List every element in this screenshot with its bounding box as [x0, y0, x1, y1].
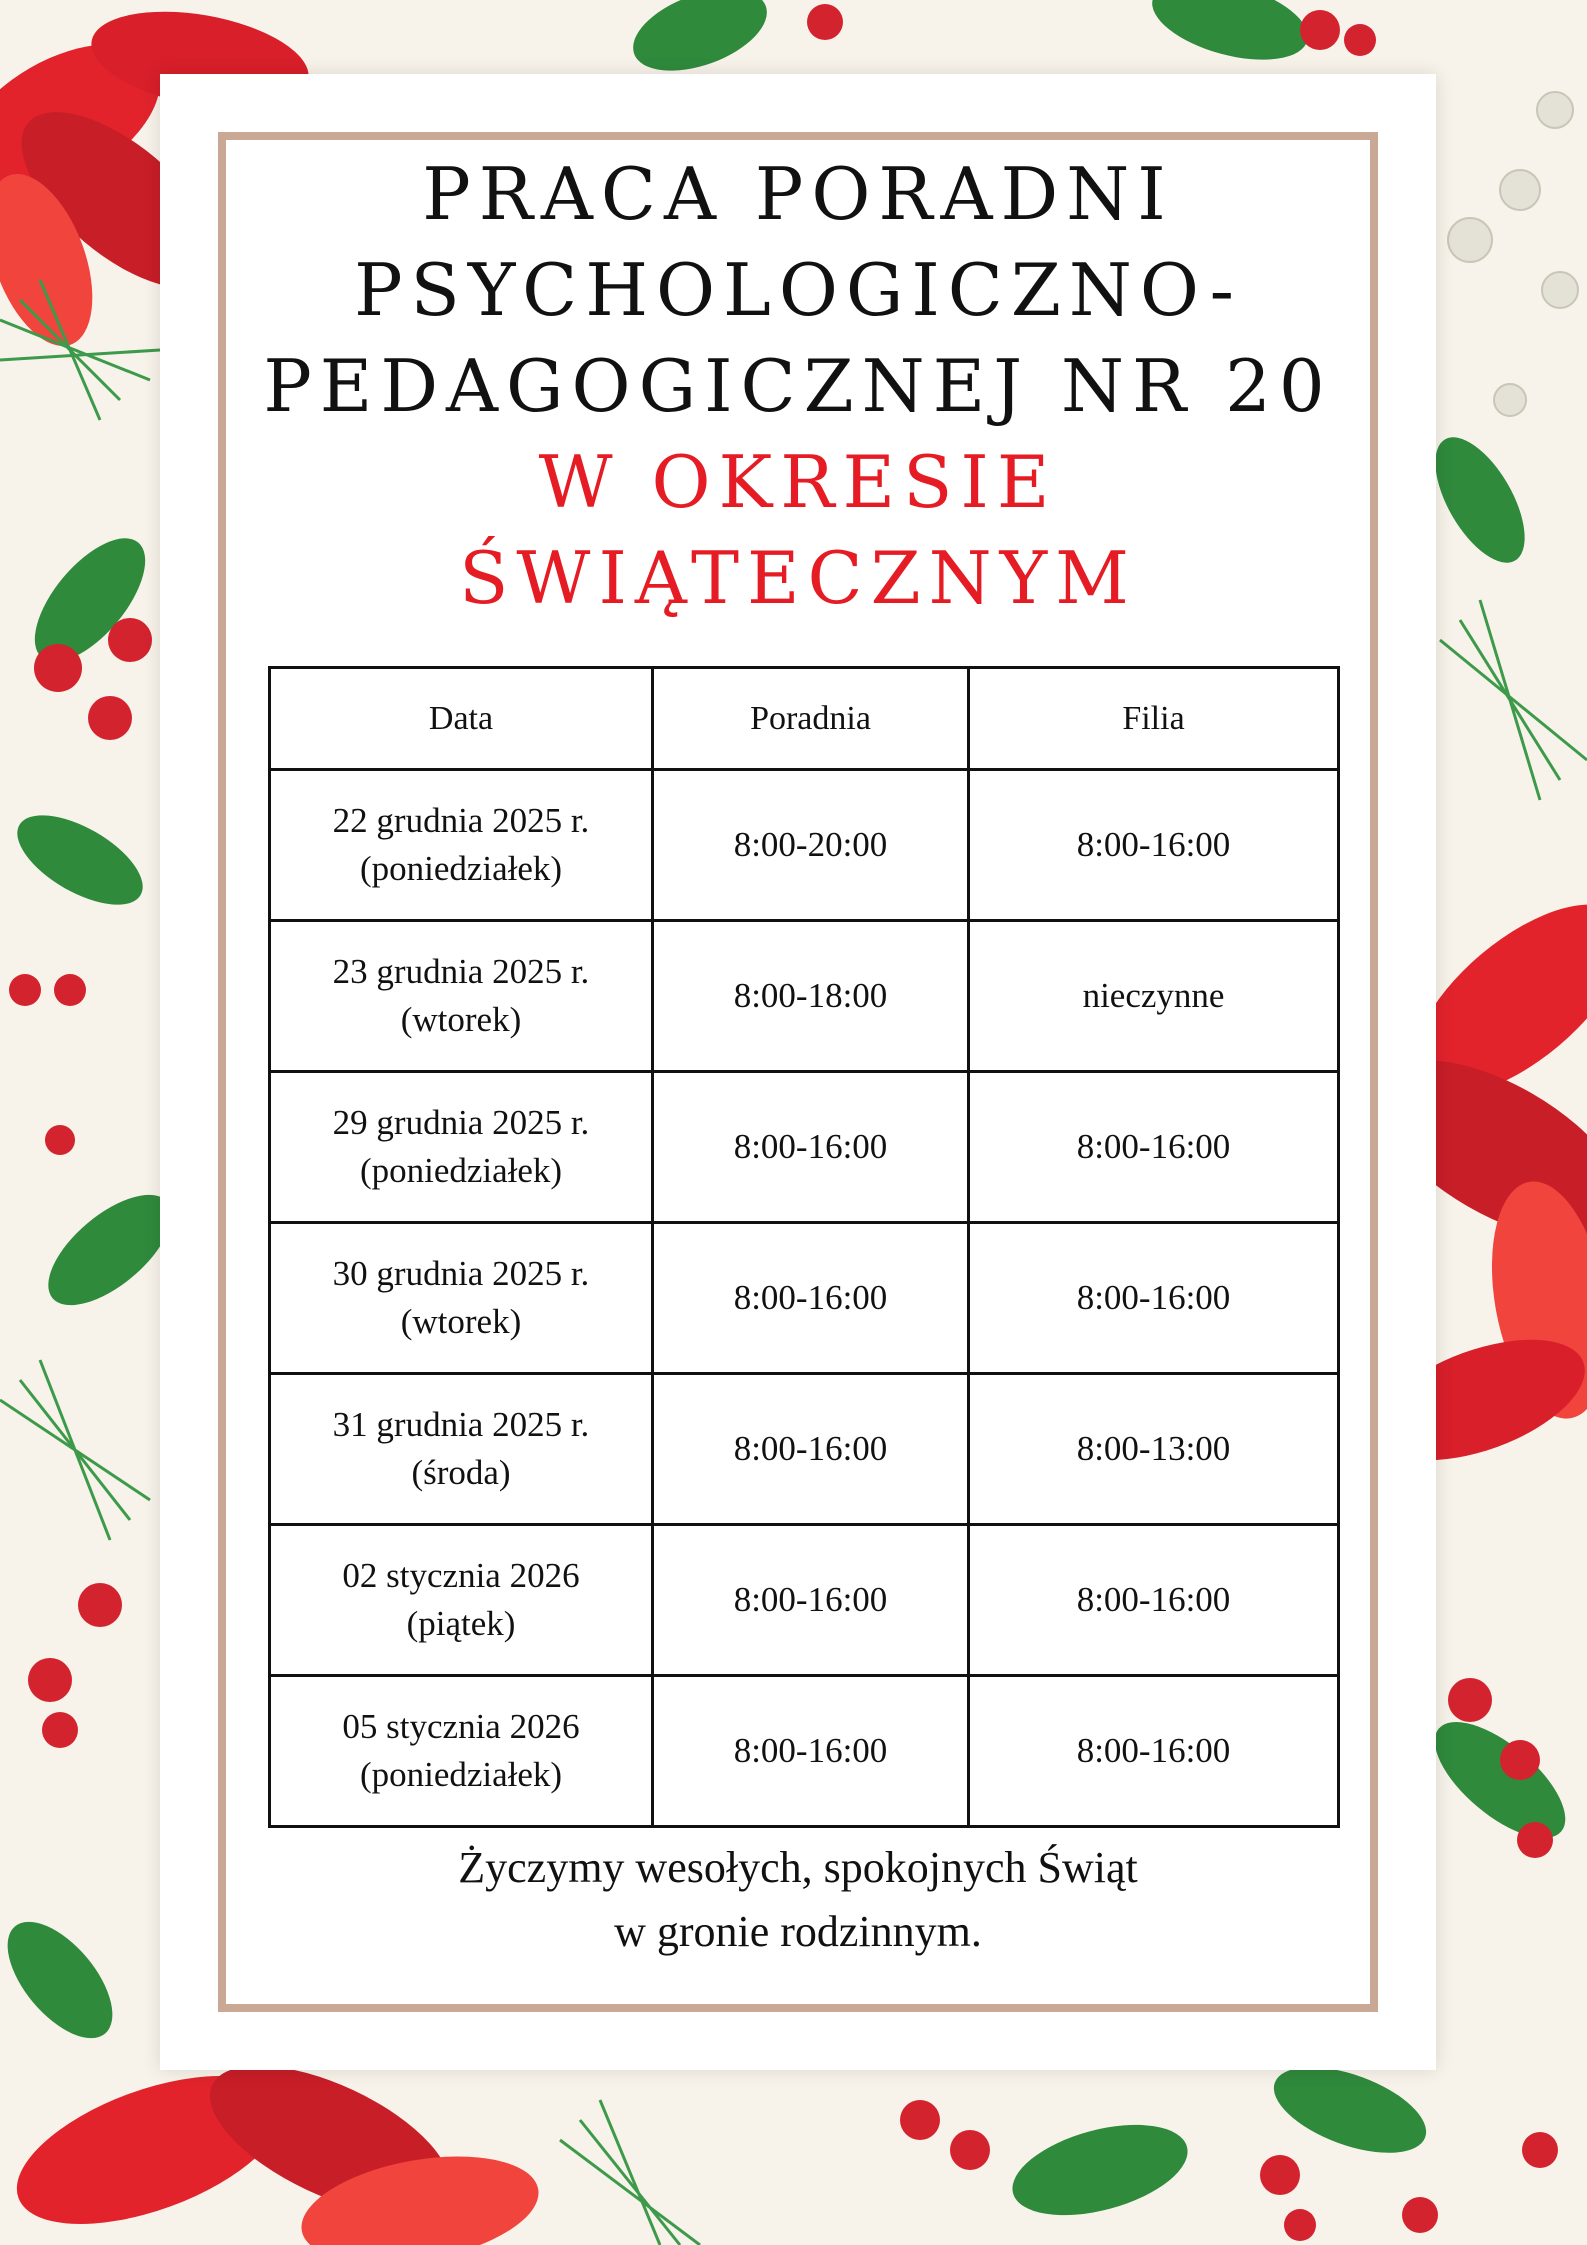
header-poradnia: Poradnia	[653, 668, 969, 770]
table-header-row	[270, 668, 1339, 770]
table-row	[270, 770, 1339, 921]
header-date: Data	[270, 668, 653, 770]
filia-hours: 8:00-16:00	[969, 1676, 1339, 1827]
day-text: (środa)	[411, 1453, 511, 1492]
filia-hours: 8:00-16:00	[969, 1525, 1339, 1676]
title-line-2: PSYCHOLOGICZNO-	[354, 248, 1242, 332]
date-cell	[270, 921, 653, 1072]
day-text: (wtorek)	[400, 1000, 522, 1039]
poradnia-hours: 8:00-18:00	[653, 921, 969, 1072]
day-text: (poniedziałek)	[359, 1151, 563, 1190]
date-cell	[270, 1676, 653, 1827]
table-row	[270, 921, 1339, 1072]
date-cell	[270, 1525, 653, 1676]
holiday-wishes	[160, 1836, 1436, 1964]
header-filia: Filia	[969, 668, 1339, 770]
title-line-5: ŚWIĄTECZNYM	[459, 536, 1137, 620]
date-text: 23 grudnia 2025 r.	[332, 952, 590, 991]
schedule-table	[268, 666, 1340, 1828]
date-cell	[270, 770, 653, 921]
date-cell	[270, 1072, 653, 1223]
filia-hours: 8:00-16:00	[969, 1223, 1339, 1374]
date-cell	[270, 1374, 653, 1525]
date-text: 02 stycznia 2026	[342, 1556, 580, 1595]
filia-hours: 8:00-13:00	[969, 1374, 1339, 1525]
date-text: 22 grudnia 2025 r.	[332, 801, 590, 840]
table-row	[270, 1374, 1339, 1525]
day-text: (poniedziałek)	[359, 1755, 563, 1794]
wishes-line-2: w gronie rodzinnym.	[614, 1907, 982, 1956]
wishes-line-1: Życzymy wesołych, spokojnych Świąt	[458, 1843, 1138, 1892]
table-row	[270, 1525, 1339, 1676]
poradnia-hours: 8:00-16:00	[653, 1072, 969, 1223]
title-line-3: PEDAGOGICZNEJ NR 20	[263, 344, 1333, 428]
poradnia-hours: 8:00-16:00	[653, 1676, 969, 1827]
day-text: (wtorek)	[400, 1302, 522, 1341]
white-berries-icon	[1448, 92, 1578, 416]
poradnia-hours: 8:00-16:00	[653, 1525, 969, 1676]
title-line-1: PRACA PORADNI	[422, 152, 1174, 236]
date-text: 31 grudnia 2025 r.	[332, 1405, 590, 1444]
filia-hours: 8:00-16:00	[969, 770, 1339, 921]
date-text: 30 grudnia 2025 r.	[332, 1254, 590, 1293]
date-text: 05 stycznia 2026	[342, 1707, 580, 1746]
poradnia-hours: 8:00-20:00	[653, 770, 969, 921]
table-row	[270, 1072, 1339, 1223]
title-line-4: W OKRESIE	[538, 440, 1058, 524]
filia-hours: 8:00-16:00	[969, 1072, 1339, 1223]
day-text: (piątek)	[406, 1604, 516, 1643]
table-row	[270, 1676, 1339, 1827]
page-title	[160, 146, 1436, 626]
day-text: (poniedziałek)	[359, 849, 563, 888]
date-cell	[270, 1223, 653, 1374]
poradnia-hours: 8:00-16:00	[653, 1223, 969, 1374]
schedule-card	[160, 74, 1436, 2070]
filia-hours: nieczynne	[969, 921, 1339, 1072]
table-row	[270, 1223, 1339, 1374]
date-text: 29 grudnia 2025 r.	[332, 1103, 590, 1142]
poradnia-hours: 8:00-16:00	[653, 1374, 969, 1525]
